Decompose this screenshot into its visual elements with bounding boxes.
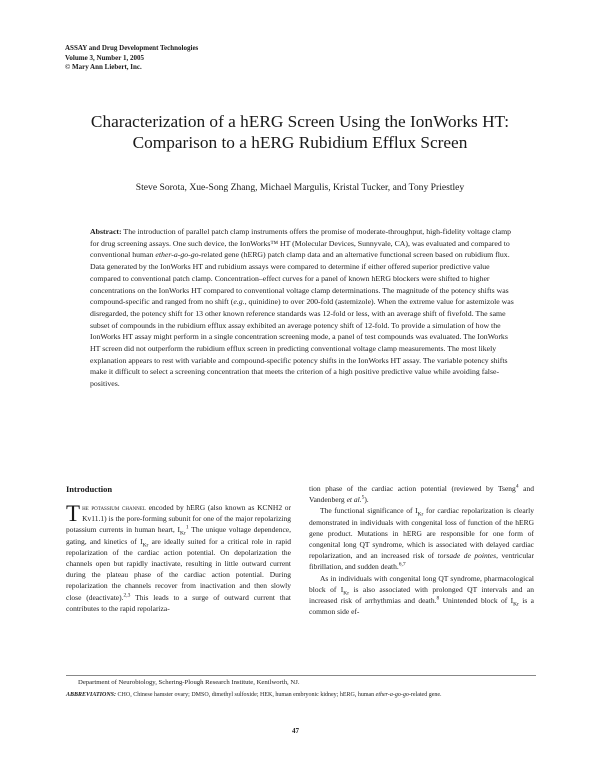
abbreviations-text: CHO, Chinese hamster ovary; DMSO, dimethyl sulfoxide; HEK, human embryonic kidney; hERG, human [116,692,376,698]
citation: 6,7 [398,561,406,568]
subscript: Kr [142,542,149,549]
body-text: are ideally suited for a critical role in rapid repolarization of the cardiac action potential. On depolarization the channels open but rapidly inactivate, resulting in little outward current during the plateau phase of the cardiac action potential. During repolarization the channels recover from inactivation and then slowly close (deactivate). [66,536,291,602]
paragraph [309,483,534,505]
citation: 5 [361,494,365,501]
column-right [309,483,534,617]
section-heading-introduction: Introduction [66,484,113,494]
citation: 2,3 [123,592,131,599]
article-title [40,111,560,153]
subscript: Kr [513,601,519,608]
abbreviations-note [66,691,534,700]
citation: 1 [185,524,189,531]
abbreviations-italic: ether-a-go-go [375,692,409,698]
italic-text: et al. [346,495,362,505]
body-text: is a common side ef- [309,596,534,617]
body-text: encoded by hERG (also known as KCNH2 or Kv11.1) is the pore-forming subunit for one of the major repolarizing potassium currents in human heart, I [66,503,291,535]
abstract-text: , quinidine) to over 200-fold (astemizole). When the extreme value for astemizole was disregarded, the potency shift for 13 other known reference standards was 12-fold or less, with an average shift of fivefold. The same subset of compounds in the rubidium efflux assay exhibited an average potency shift of 12-fold. To provide a simulation of how the IonWorks HT assay might perform in a single concentration screening mode, a panel of test compounds was evaluated. The IonWorks HT screen did not outperform the rubidium efflux screen in predicting conventional voltage clamp measurements. The most likely explanation appears to rest with variable and compound-specific potency shifts in the IonWorks HT assay. The variable potency shifts make it difficult to select a screening concentration that meets the criterion of a high positive predictive value while avoiding false-positives. [90,297,514,389]
abstract-text: The introduction of parallel patch clamp instruments offers the promise of moderate-throughput, high-fidelity voltage clamp for drug screening assays. One such device, the IonWorks™ HT (Molecular Devices, Sunnyvale, CA), was evaluated and compared to conventional human [90,227,512,260]
affiliation: Department of Neurobiology, Schering-Plough Research Institute, Kenilworth, NJ. [78,679,300,686]
body-text: The functional significance of I [320,506,418,516]
journal-copyright: © Mary Ann Liebert, Inc. [65,63,142,71]
body-text: , ventricular fibrillation, and sudden death. [309,551,534,572]
body-text: This leads to a surge of outward current that contributes to the rapid repolariza- [66,592,292,613]
paragraph [309,505,534,572]
body-text: and Vandenberg [309,484,534,505]
title-line-2: Comparison to a hERG Rubidium Efflux Screen [132,133,468,152]
subscript: Kr [180,530,186,537]
title-line-1: Characterization of a hERG Screen Using the IonWorks HT: [90,112,510,131]
paragraph [309,573,534,618]
abbreviations-label: ABBREVIATIONS: [66,692,117,698]
abstract-label: Abstract: [90,227,122,236]
page-number: 47 [292,727,299,735]
body-text: ). [364,495,369,505]
abstract [90,226,518,390]
journal-header [65,44,198,73]
abbreviations-text: -related gene. [408,692,442,698]
drop-cap: T [66,501,81,526]
body-text: Unintended block of I [439,596,514,606]
abstract-italic: ether-a-go-go [155,250,199,260]
body-text: is also associated with prolonged QT intervals and an increased risk of arrhythmias and death. [309,584,534,606]
citation: 4 [515,483,519,490]
abstract-italic: e.g. [233,297,245,307]
journal-volume: Volume 3, Number 1, 2005 [65,53,144,62]
subscript: Kr [417,511,424,518]
body-text: tion phase of the cardiac action potential (reviewed by Tseng [309,484,516,493]
column-left [66,502,291,614]
footnote-divider [66,675,536,676]
subscript: Kr [343,590,350,597]
abstract-text: -related gene (hERG) patch clamp data and an alternative functional screen based on rubidium flux. Data generated by the IonWorks HT and rubidium assays were compared to determine if either offered superior predictive value compared to conventional patch clamp. Concentration–effect curves for a panel of known hERG blockers were shifted to higher concentrations on the IonWorks HT compared to conventional voltage clamp determinations. The magnitude of the potency shifts was compound-specific and ranged from no shift ( [90,250,510,307]
body-text: The unique voltage dependence, gating, and kinetics of I [66,525,291,546]
paragraph [66,502,291,614]
italic-text: torsade de pointes [437,551,497,561]
citation: 8 [436,595,440,602]
small-caps-text: he potassium channel [82,503,146,512]
body-text: As in individuals with congenital long QT syndrome, pharmacological block of I [309,573,534,594]
body-text: for cardiac repolarization is clearly demonstrated in individuals with congenital loss of function of the hERG gene product. Mutations in hERG are responsible for one form of congenital long QT syndrome, which is associated with delayed cardiac repolarization, and an increased risk of [309,506,534,561]
journal-name: ASSAY and Drug Development Technologies [65,44,199,52]
author-list: Steve Sorota, Xue-Song Zhang, Michael Margulis, Kristal Tucker, and Tony Priestley [135,182,465,193]
